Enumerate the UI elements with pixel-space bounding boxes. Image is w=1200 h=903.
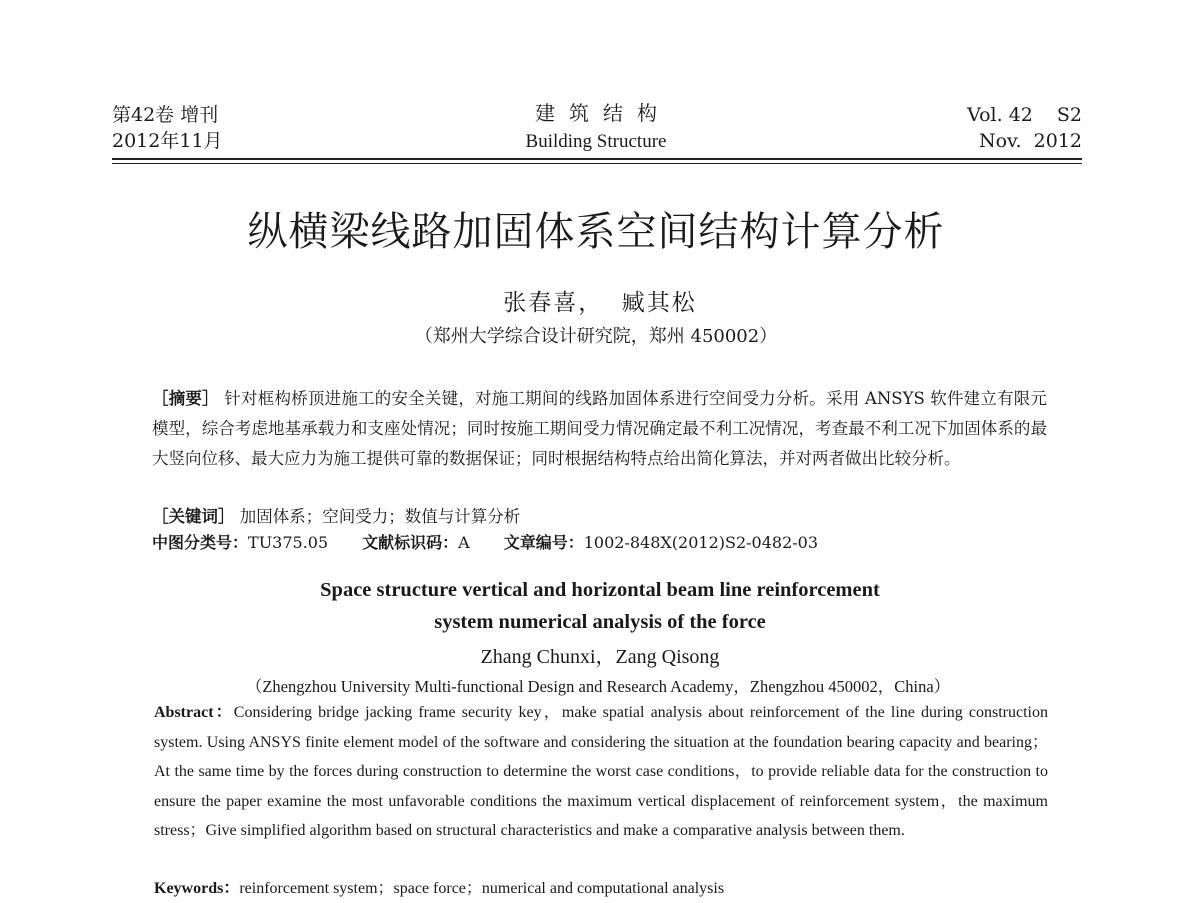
keywords-cn — [152, 502, 1047, 532]
keywords-en-label: Keywords： — [154, 880, 240, 897]
header-supplement: S2 — [1056, 104, 1082, 126]
doc-code-value: A — [458, 533, 470, 552]
header-volume-line — [967, 102, 1082, 128]
header-date-en: Nov. 2012 — [978, 130, 1082, 152]
clc-value: TU375.05 — [248, 533, 329, 552]
authors-cn: 张春喜， 臧其松 — [503, 290, 697, 316]
journal-name-cn: 建筑结构 — [535, 101, 671, 125]
header-rule-thick — [112, 158, 1082, 160]
abstract-cn-label: ［摘要］ — [152, 389, 219, 408]
abstract-en-text: Considering bridge jacking frame security key，make spatial analysis about reinforcement of the line during construction system. Using ANSYS finite element model of the software and considering the situation at the foundation bearing capacity and bearing；At the same time by the forces during construction to determine the worst case conditions，to provide reliable data for the construction to ensure the paper examine the most unfavorable conditions the maximum vertical displacement of reinforcement system，the maximum stress；Give simplified algorithm based on structural characteristics and make a comparative analysis between them. — [154, 704, 1048, 839]
journal-name-en: Building Structure — [525, 131, 667, 152]
abstract-en-label: Abstract： — [154, 704, 234, 721]
classification-line — [152, 530, 818, 556]
keywords-cn-text: 加固体系；空间受力；数值与计算分析 — [239, 507, 521, 526]
keywords-cn-label: ［关键词］ — [152, 507, 235, 526]
header-volume-block — [967, 102, 1082, 154]
affiliation-en: （Zhengzhou University Multi-functional Design and Research Academy，Zhengzhou 450002，China） — [245, 677, 951, 696]
abstract-en — [154, 698, 1048, 846]
paper-title-en-line2: system numerical analysis of the force — [434, 611, 766, 633]
header-date-cn: 2012年11月 — [112, 130, 223, 152]
header-rule-thin — [112, 163, 1082, 164]
paper-title-en — [0, 574, 1200, 638]
header-issue-cn: 第42卷 增刊 — [112, 104, 219, 126]
header-volume: Vol. 42 — [967, 104, 1033, 126]
paper-title-en-line1: Space structure vertical and horizontal beam line reinforcement — [320, 579, 880, 601]
article-no-label: 文章编号： — [503, 533, 584, 552]
affiliation-cn: （郑州大学综合设计研究院，郑州 450002） — [414, 326, 778, 347]
article-no-value: 1002-848X(2012)S2-0482-03 — [583, 533, 819, 552]
authors-en: Zhang Chunxi，Zang Qisong — [480, 646, 720, 668]
clc-label: 中图分类号： — [152, 533, 249, 552]
doc-code-label: 文献标识码： — [362, 533, 459, 552]
keywords-en-text: reinforcement system；space force；numerical and computational analysis — [239, 880, 725, 897]
abstract-cn-text: 针对框构桥顶进施工的安全关键，对施工期间的线路加固体系进行空间受力分析。采用 ANSYS 软件建立有限元模型，综合考虑地基承载力和支座处情况；同时按施工期间受力情况确定最不利工况情况，考查最不利工况下加固体系的最大竖向位移、最大应力为施工提供可靠的数据保证；同时根据结构特点给出简化算法，并对两者做出比较分析。 — [152, 389, 1048, 468]
abstract-cn — [152, 384, 1047, 474]
paper-title-cn: 纵横梁线路加固体系空间结构计算分析 — [247, 209, 945, 255]
keywords-en — [154, 874, 1048, 903]
